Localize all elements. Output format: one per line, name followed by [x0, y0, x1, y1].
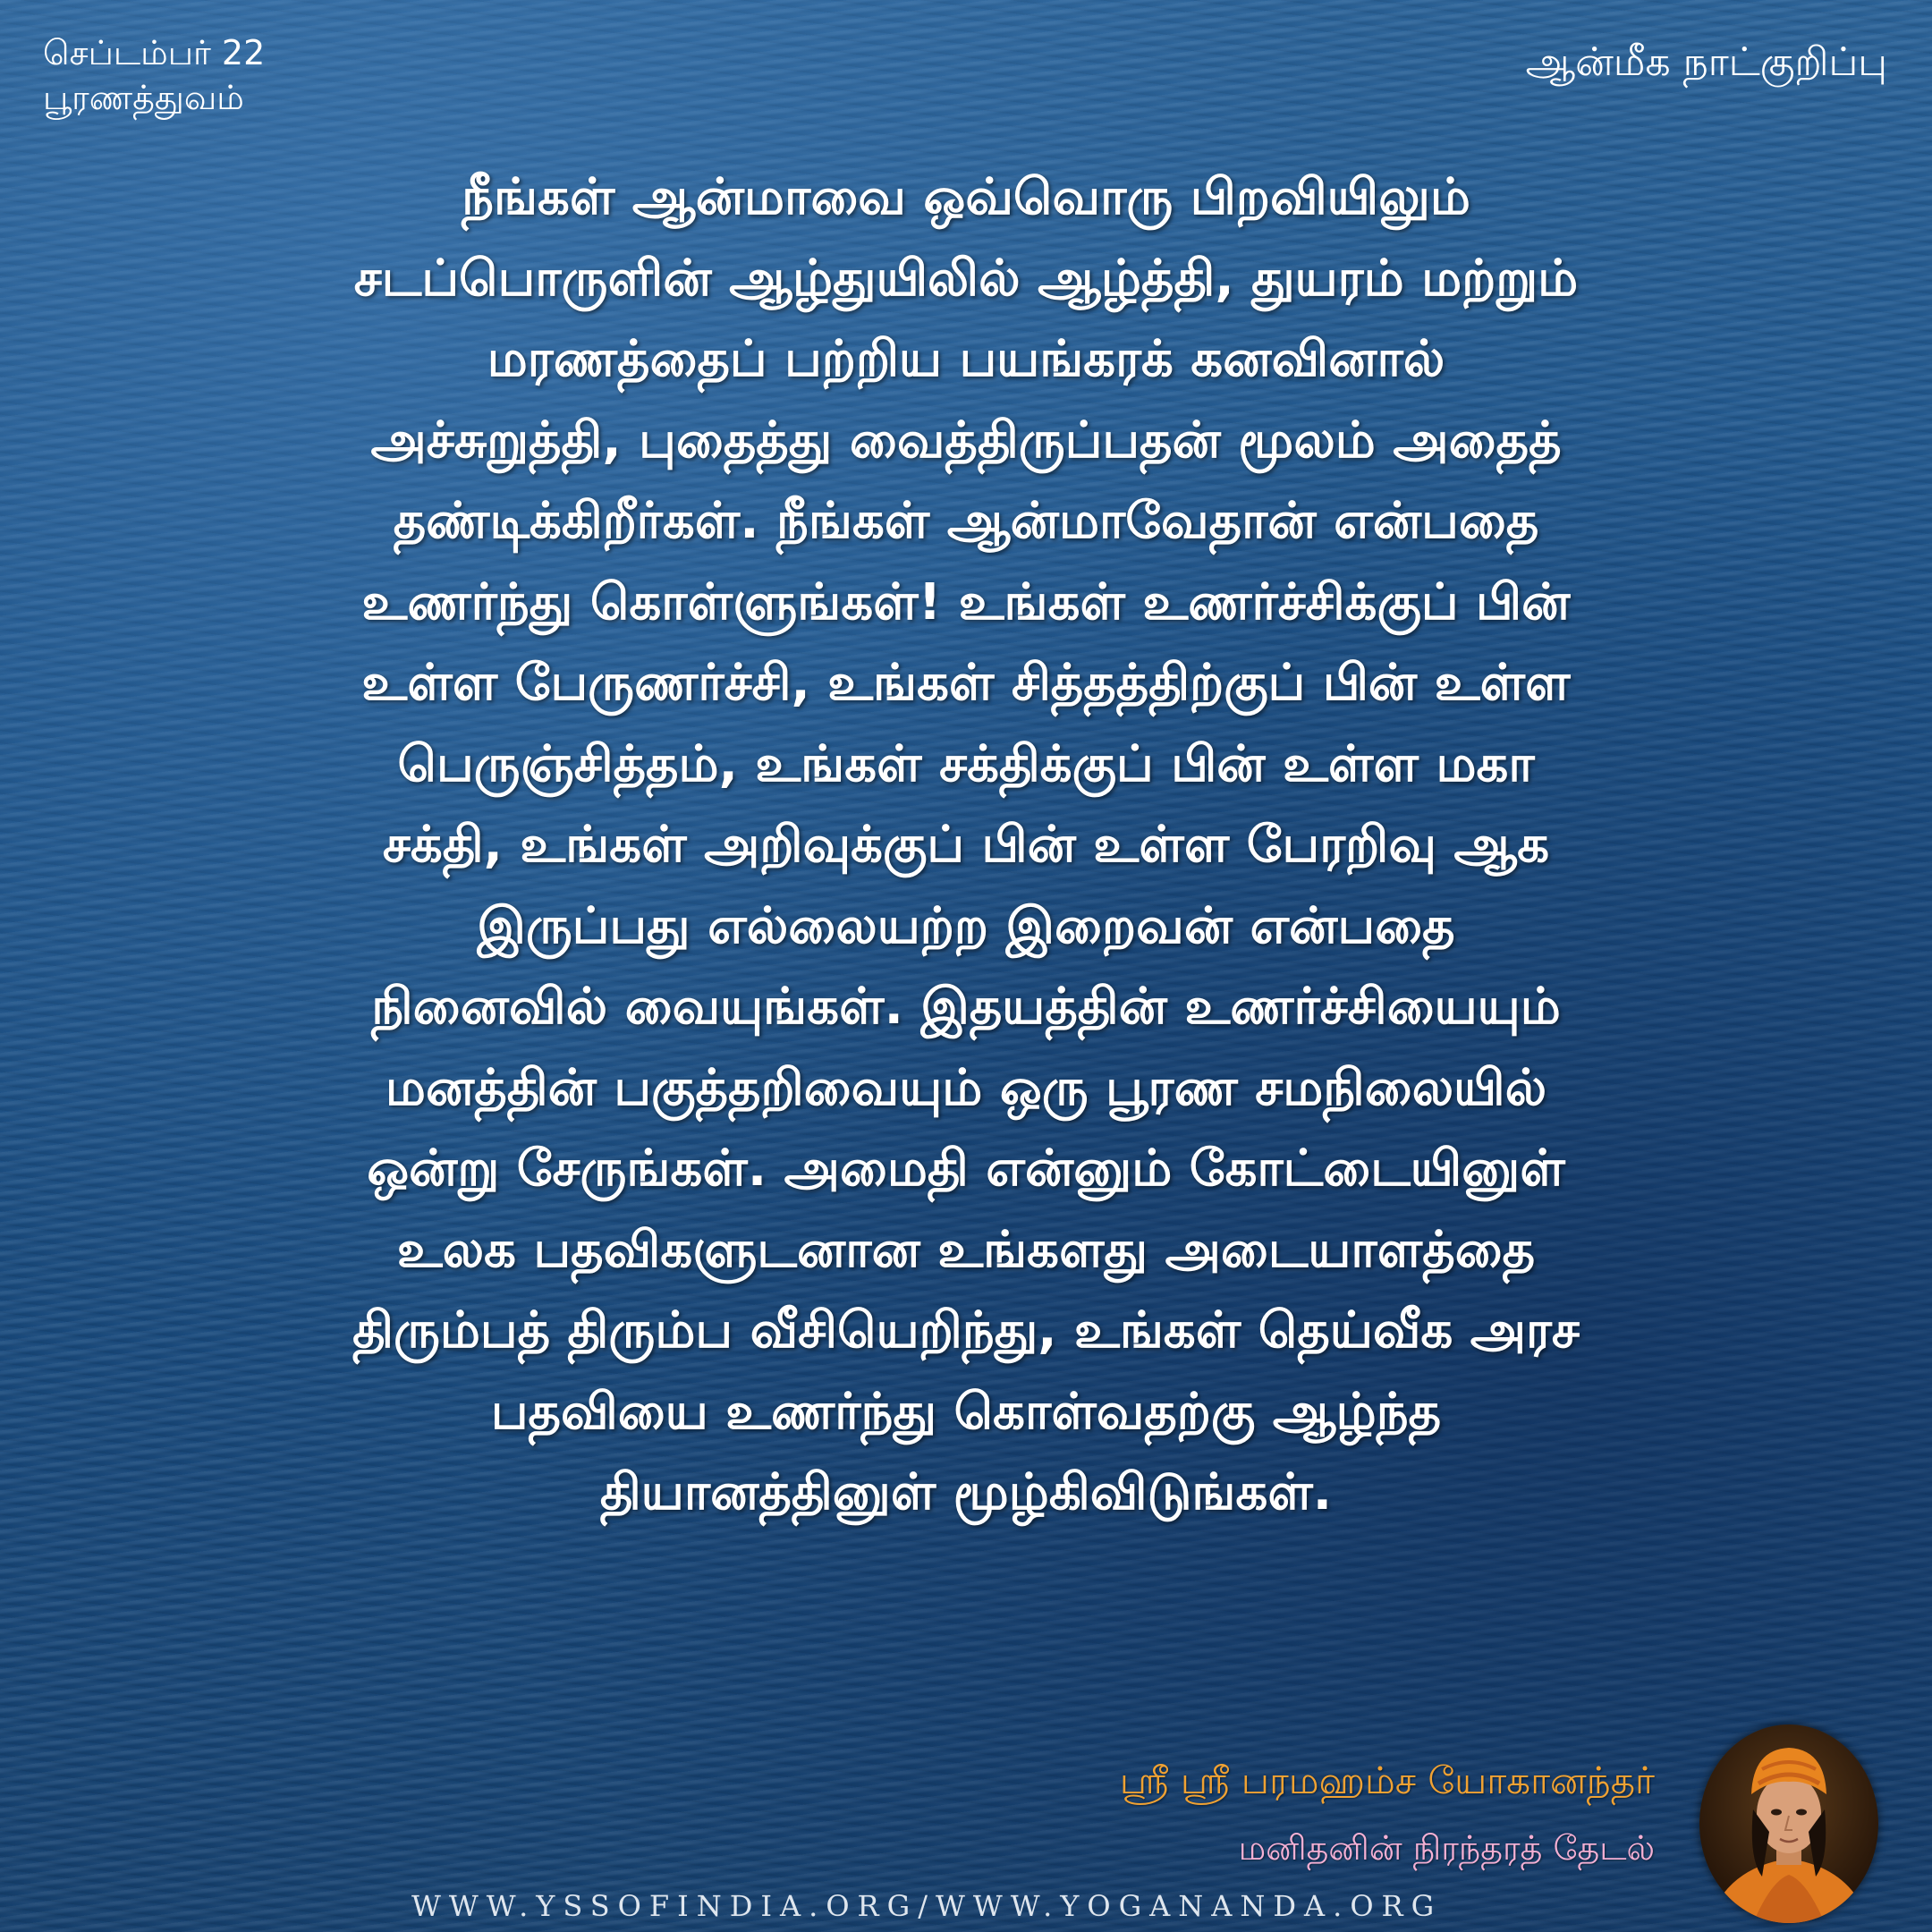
author-name: ஸ்ரீ ஸ்ரீ பரமஹம்ச யோகானந்தர் — [1119, 1758, 1655, 1802]
date-label: செப்டம்பர் 22 — [43, 33, 266, 72]
quote-text — [36, 157, 1896, 1534]
quote-line: நினைவில் வையுங்கள். இதயத்தின் உணர்ச்சியையும் — [371, 978, 1561, 1036]
quote-line: திரும்பத் திரும்ப வீசியெறிந்து, உங்கள் தெய்வீக அரச — [352, 1301, 1580, 1360]
quote-line: தியானத்தினுள் மூழ்கிவிடுங்கள். — [599, 1463, 1333, 1521]
quote-line: நீங்கள் ஆன்மாவை ஒவ்வொரு பிறவியிலும் — [462, 168, 1470, 226]
quote-line: மனத்தின் பகுத்தறிவையும் ஒரு பூரண சமநிலையில் — [385, 1058, 1547, 1117]
quote-line: உணர்ந்து கொள்ளுங்கள்! உங்கள் உணர்ச்சிக்குப் பின் — [361, 572, 1571, 631]
quote-line: ஒன்று சேருங்கள். அமைதி என்னும் கோட்டையினுள் — [367, 1140, 1565, 1198]
quote-line: பதவியை உணர்ந்து கொள்வதற்கு ஆழ்ந்த — [490, 1382, 1442, 1441]
quote-line: உலக பதவிகளுடனான உங்களது அடையாளத்தை — [396, 1220, 1536, 1279]
series-title: ஆன்மீக நாட்குறிப்பு — [1525, 39, 1887, 85]
quote-line: உள்ள பேருணர்ச்சி, உங்கள் சித்தத்திற்குப் பின் உள்ள — [361, 654, 1571, 712]
quote-line: இருப்பது எல்லையற்ற இறைவன் என்பதை — [477, 896, 1455, 955]
website-link[interactable]: WWW.YSSOFINDIA.ORG/WWW.YOGANANDA.ORG — [411, 1889, 1443, 1923]
book-title: மனிதனின் நிரந்தரத் தேடல் — [1238, 1828, 1655, 1868]
date-block — [43, 30, 265, 120]
quote-line: பெருஞ்சித்தம், உங்கள் சக்திக்குப் பின் உள்ள மகா — [397, 734, 1535, 793]
quote-line: மரணத்தைப் பற்றிய பயங்கரக் கனவினால் — [487, 330, 1445, 388]
topic-label: பூரணத்துவம் — [43, 78, 244, 117]
quote-line: அச்சுறுத்தி, புதைத்து வைத்திருப்பதன் மூலம் அதைத் — [370, 411, 1562, 470]
quote-line: சடப்பொருளின் ஆழ்துயிலில் ஆழ்த்தி, துயரம் மற்றும் — [353, 249, 1579, 308]
quote-line: சக்தி, உங்கள் அறிவுக்குப் பின் உள்ள பேரறிவு ஆக — [382, 816, 1550, 874]
quote-line: தண்டிக்கிறீர்கள். நீங்கள் ஆன்மாவேதான் என்பதை — [393, 492, 1539, 550]
author-portrait — [1699, 1724, 1878, 1923]
